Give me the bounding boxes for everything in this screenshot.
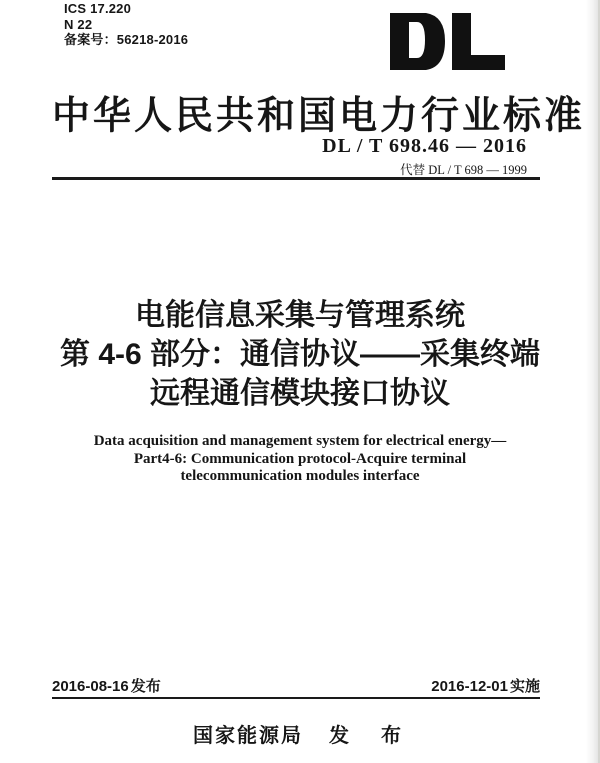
publisher-line: [0, 719, 600, 748]
standard-number-block: [322, 135, 527, 178]
standard-category-title: 中华人民共和国电力行业标准: [52, 94, 586, 138]
footer-rule: [52, 697, 540, 699]
classification-code: N 22: [64, 16, 93, 32]
ics-block: [64, 1, 188, 48]
dl-logo-graphic: [390, 13, 505, 70]
header-rule: [52, 177, 540, 180]
title-en-line1: Data acquisition and management system for electrical energy—: [93, 433, 507, 449]
dates-row: [52, 675, 540, 696]
title-zh-line2: 第 4-6 部分：通信协议——采集终端: [59, 338, 541, 371]
issue-date-block: [52, 675, 161, 696]
document-title-en: [0, 433, 600, 486]
title-zh-line3: 远程通信模块接口协议: [150, 377, 450, 410]
title-en-line3: telecommunication modules interface: [180, 468, 420, 484]
title-zh-line1: 电能信息采集与管理系统: [135, 299, 465, 332]
publish-label: 发 布: [329, 725, 407, 747]
document-title-zh: [0, 296, 600, 413]
issue-label: 发布: [130, 678, 161, 695]
implementation-label: 实施: [509, 678, 540, 695]
dl-logo: [390, 13, 505, 70]
implementation-date-block: [431, 675, 540, 696]
ics-code: ICS 17.220: [64, 1, 132, 16]
title-en-line2: Part4-6: Communication protocol-Acquire terminal: [133, 450, 467, 467]
record-number: 备案号：56218-2016: [64, 32, 189, 47]
replaces-note: 代替 DL / T 698 — 1999: [400, 163, 527, 177]
publisher-name: 国家能源局: [193, 725, 303, 747]
standard-number: DL / T 698.46 — 2016: [322, 135, 527, 157]
implementation-date: 2016-12-01: [431, 678, 508, 695]
issue-date: 2016-08-16: [52, 678, 129, 695]
